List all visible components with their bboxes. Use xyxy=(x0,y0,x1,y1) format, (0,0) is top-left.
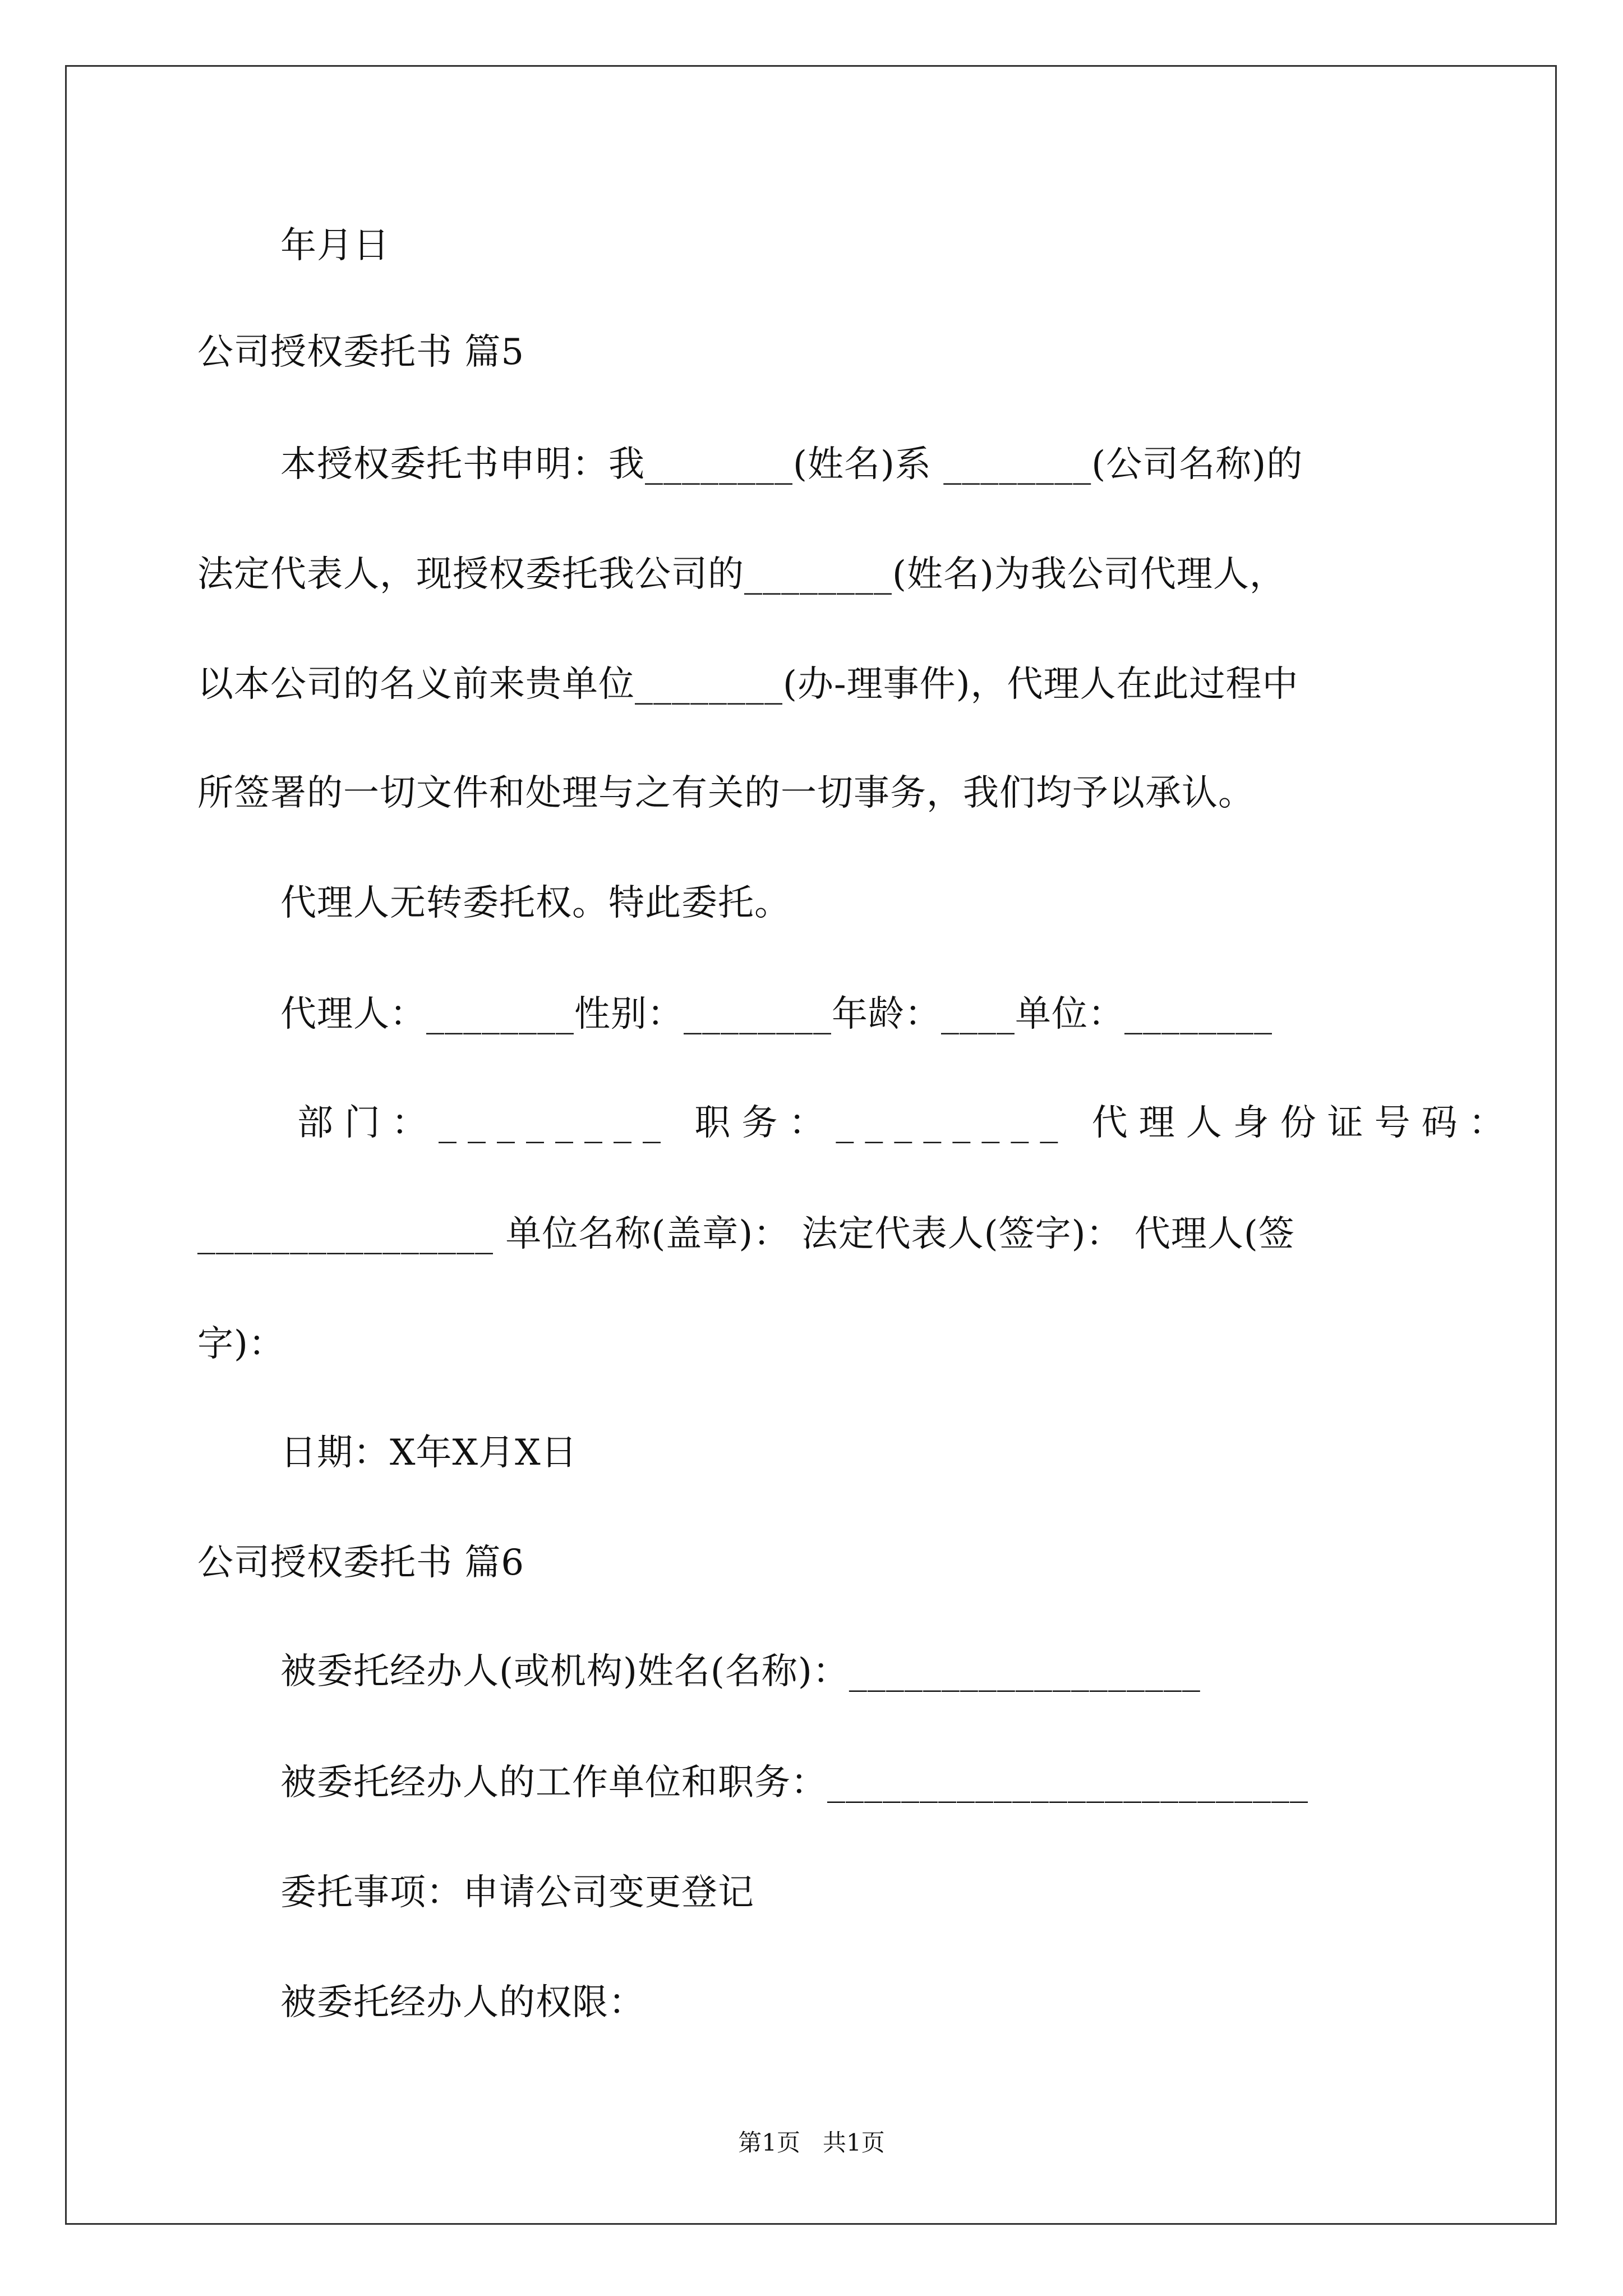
form-field-line: 代理人：________性别：________年龄：____单位：________ xyxy=(280,993,1272,1035)
paragraph-line: 委托事项：申请公司变更登记 xyxy=(280,1872,754,1913)
date-placeholder-line: 年月日 xyxy=(280,225,390,266)
section-title-6: 公司授权委托书 篇6 xyxy=(197,1542,525,1584)
signature-line: ________________ 单位名称(盖章)： 法定代表人(签字)： 代理人(签 xyxy=(197,1213,1295,1255)
section-title-5: 公司授权委托书 篇5 xyxy=(197,332,525,373)
signature-line: 字)： xyxy=(197,1323,285,1365)
paragraph-line: 法定代表人，现授权委托我公司的________(姓名)为我公司代理人， xyxy=(197,554,1286,595)
date-line: 日期：X年X月X日 xyxy=(280,1432,578,1474)
paragraph-line: 被委托经办人的权限： xyxy=(280,1982,645,2023)
form-field-line: 被委托经办人的工作单位和职务：__________________________ xyxy=(280,1762,1308,1803)
paragraph-line: 本授权委托书申明：我________(姓名)系 ________(公司名称)的 xyxy=(280,444,1303,485)
paragraph-line: 所签署的一切文件和处理与之有关的一切事务，我们均予以承认。 xyxy=(197,772,1255,814)
paragraph-line: 代理人无转委托权。特此委托。 xyxy=(280,882,791,924)
page-number-footer: 第1页 共1页 xyxy=(738,2129,885,2156)
paragraph-line: 以本公司的名义前来贵单位________(办-理事件)，代理人在此过程中 xyxy=(197,664,1299,705)
form-field-line: 被委托经办人(或机构)姓名(名称)：___________________ xyxy=(280,1651,1201,1692)
form-field-line: 部门：________ 职务：________ 代理人身份证号码： xyxy=(297,1102,1516,1144)
